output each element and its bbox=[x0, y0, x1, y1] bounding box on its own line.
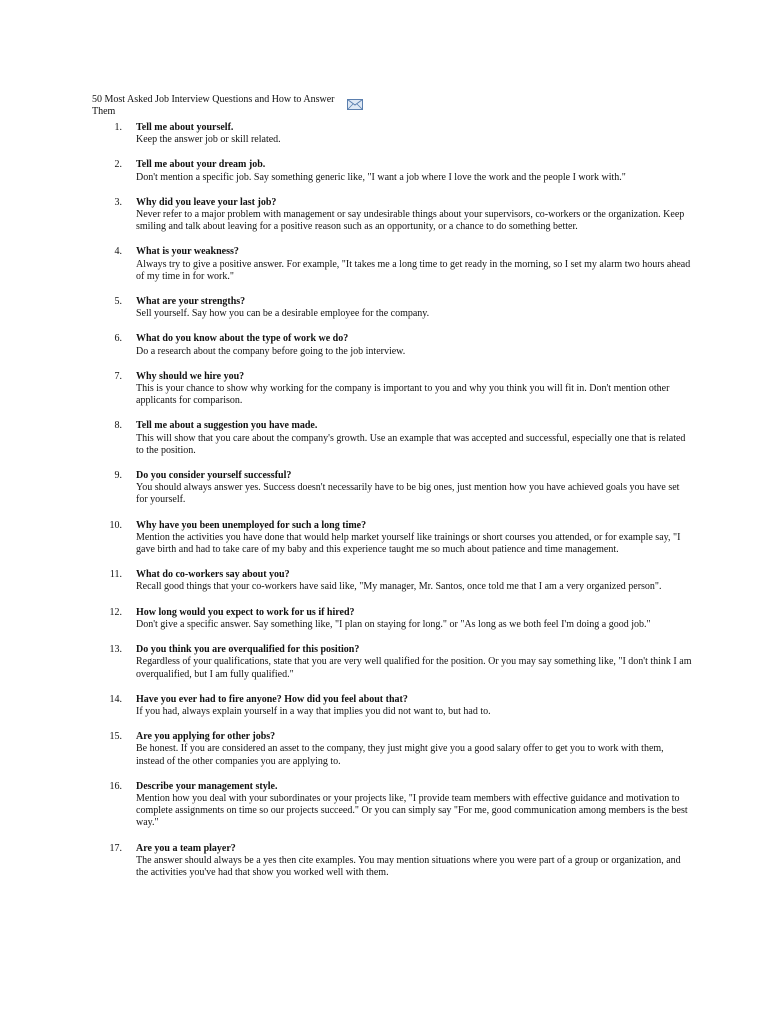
question-title: What is your weakness? bbox=[136, 246, 239, 258]
question-item bbox=[92, 159, 692, 183]
question-number: 3. bbox=[114, 196, 122, 208]
question-number: 4. bbox=[114, 246, 122, 258]
question-item bbox=[92, 470, 692, 507]
question-number: 12. bbox=[109, 606, 122, 618]
question-number: 11. bbox=[109, 569, 122, 581]
question-answer: Mention the activities you have done that would help market yourself like trainings or short courses you attended, or for example say, "I gave birth and had to take care of my baby and this experience taught me so much about patience and time management. bbox=[136, 531, 681, 556]
question-item bbox=[92, 607, 692, 631]
question-number: 17. bbox=[109, 842, 122, 854]
question-title: Why should we hire you? bbox=[136, 370, 245, 382]
question-answer: Sell yourself. Say how you can be a desirable employee for the company. bbox=[136, 308, 430, 320]
question-item bbox=[92, 731, 692, 768]
question-item bbox=[92, 694, 692, 718]
question-title: Are you a team player? bbox=[136, 842, 236, 854]
question-item bbox=[92, 371, 692, 408]
question-number: 16. bbox=[109, 780, 122, 792]
question-title: Describe your management style. bbox=[136, 780, 278, 792]
question-title: Are you applying for other jobs? bbox=[136, 731, 276, 743]
question-title: What do you know about the type of work we do? bbox=[136, 333, 349, 345]
question-answer: Never refer to a major problem with management or say undesirable things about your supervisors, co-workers or the organization. Keep smiling and talk about leaving for a positive reason such as an opportunity, or a chance to do something better. bbox=[136, 209, 685, 233]
question-answer: Mention how you deal with your subordinates or your projects like, "I provide team members with effective guidance and motivation to complete assignments on time so our projects succeed." Or you can simply say "For me, good communication among members is the best way." bbox=[136, 792, 688, 829]
question-title: Tell me about your dream job. bbox=[136, 159, 266, 171]
document-title: 50 Most Asked Job Interview Questions and How to Answer Them bbox=[92, 94, 335, 117]
question-answer: Don't mention a specific job. Say something generic like, "I want a job where I love the work and the people I work with." bbox=[136, 171, 626, 183]
question-item bbox=[92, 569, 692, 593]
question-answer: You should always answer yes. Success doesn't necessarily have to be big ones, just mention how you have achieved goals you have set for yourself. bbox=[136, 482, 680, 506]
question-list bbox=[92, 122, 692, 892]
question-answer: Regardless of your qualifications, state that you are very well qualified for the position. Or you may say something like, "I don't think I am overqualified, but I am fully qualified." bbox=[136, 656, 692, 680]
question-answer: Recall good things that your co-workers have said like, "My manager, Mr. Santos, once told me that I am a very organized person". bbox=[136, 581, 662, 593]
question-item bbox=[92, 296, 692, 320]
question-item bbox=[92, 781, 692, 830]
question-item bbox=[92, 843, 692, 880]
question-number: 13. bbox=[109, 644, 122, 656]
question-number: 9. bbox=[114, 470, 122, 482]
question-number: 10. bbox=[109, 519, 122, 531]
question-number: 6. bbox=[114, 333, 122, 345]
question-answer: Always try to give a positive answer. For example, "It takes me a long time to get ready in the morning, so I set my alarm two hours ahead of my time in for work." bbox=[136, 258, 691, 282]
question-item bbox=[92, 644, 692, 681]
question-answer: Keep the answer job or skill related. bbox=[136, 134, 281, 146]
question-item bbox=[92, 246, 692, 283]
question-item bbox=[92, 520, 692, 557]
question-title: Tell me about a suggestion you have made. bbox=[136, 420, 318, 432]
question-title: Why have you been unemployed for such a long time? bbox=[136, 519, 367, 531]
question-answer: This will show that you care about the company's growth. Use an example that was accepted and successful, especially one that is related to the position. bbox=[136, 432, 686, 456]
question-title: Do you think you are overqualified for this position? bbox=[136, 644, 360, 656]
question-title: Have you ever had to fire anyone? How did you feel about that? bbox=[136, 693, 408, 705]
question-answer: If you had, always explain yourself in a way that implies you did not want to, but had to. bbox=[136, 705, 491, 717]
question-answer: Be honest. If you are considered an asset to the company, they just might give you a good salary offer to get you to work with them, instead of the other companies you are applying to. bbox=[136, 743, 664, 767]
question-answer: Don't give a specific answer. Say something like, "I plan on staying for long." or "As long as we both feel I'm doing a good job." bbox=[136, 618, 651, 630]
question-number: 5. bbox=[114, 296, 122, 308]
question-number: 15. bbox=[109, 731, 122, 743]
question-title: Do you consider yourself successful? bbox=[136, 470, 292, 482]
question-answer: This is your chance to show why working for the company is important to you and why you think you will fit in. Don't mention other applicants for comparison. bbox=[136, 383, 670, 407]
envelope-icon[interactable] bbox=[347, 97, 363, 108]
question-title: How long would you expect to work for us if hired? bbox=[136, 606, 355, 618]
question-title: Tell me about yourself. bbox=[136, 122, 234, 133]
question-item bbox=[92, 333, 692, 357]
question-item bbox=[92, 197, 692, 234]
question-item bbox=[92, 420, 692, 457]
question-title: Why did you leave your last job? bbox=[136, 196, 277, 208]
question-answer: Do a research about the company before going to the job interview. bbox=[136, 345, 406, 357]
question-title: What are your strengths? bbox=[136, 296, 246, 308]
question-number: 2. bbox=[114, 159, 122, 171]
question-number: 14. bbox=[109, 693, 122, 705]
question-title: What do co-workers say about you? bbox=[136, 569, 290, 581]
question-answer: The answer should always be a yes then cite examples. You may mention situations where you were part of a group or organization, and the activities you've had that show you worked well with them. bbox=[136, 854, 681, 878]
question-number: 8. bbox=[114, 420, 122, 432]
question-number: 7. bbox=[114, 370, 122, 382]
question-number: 1. bbox=[114, 122, 122, 133]
question-item bbox=[92, 122, 692, 146]
